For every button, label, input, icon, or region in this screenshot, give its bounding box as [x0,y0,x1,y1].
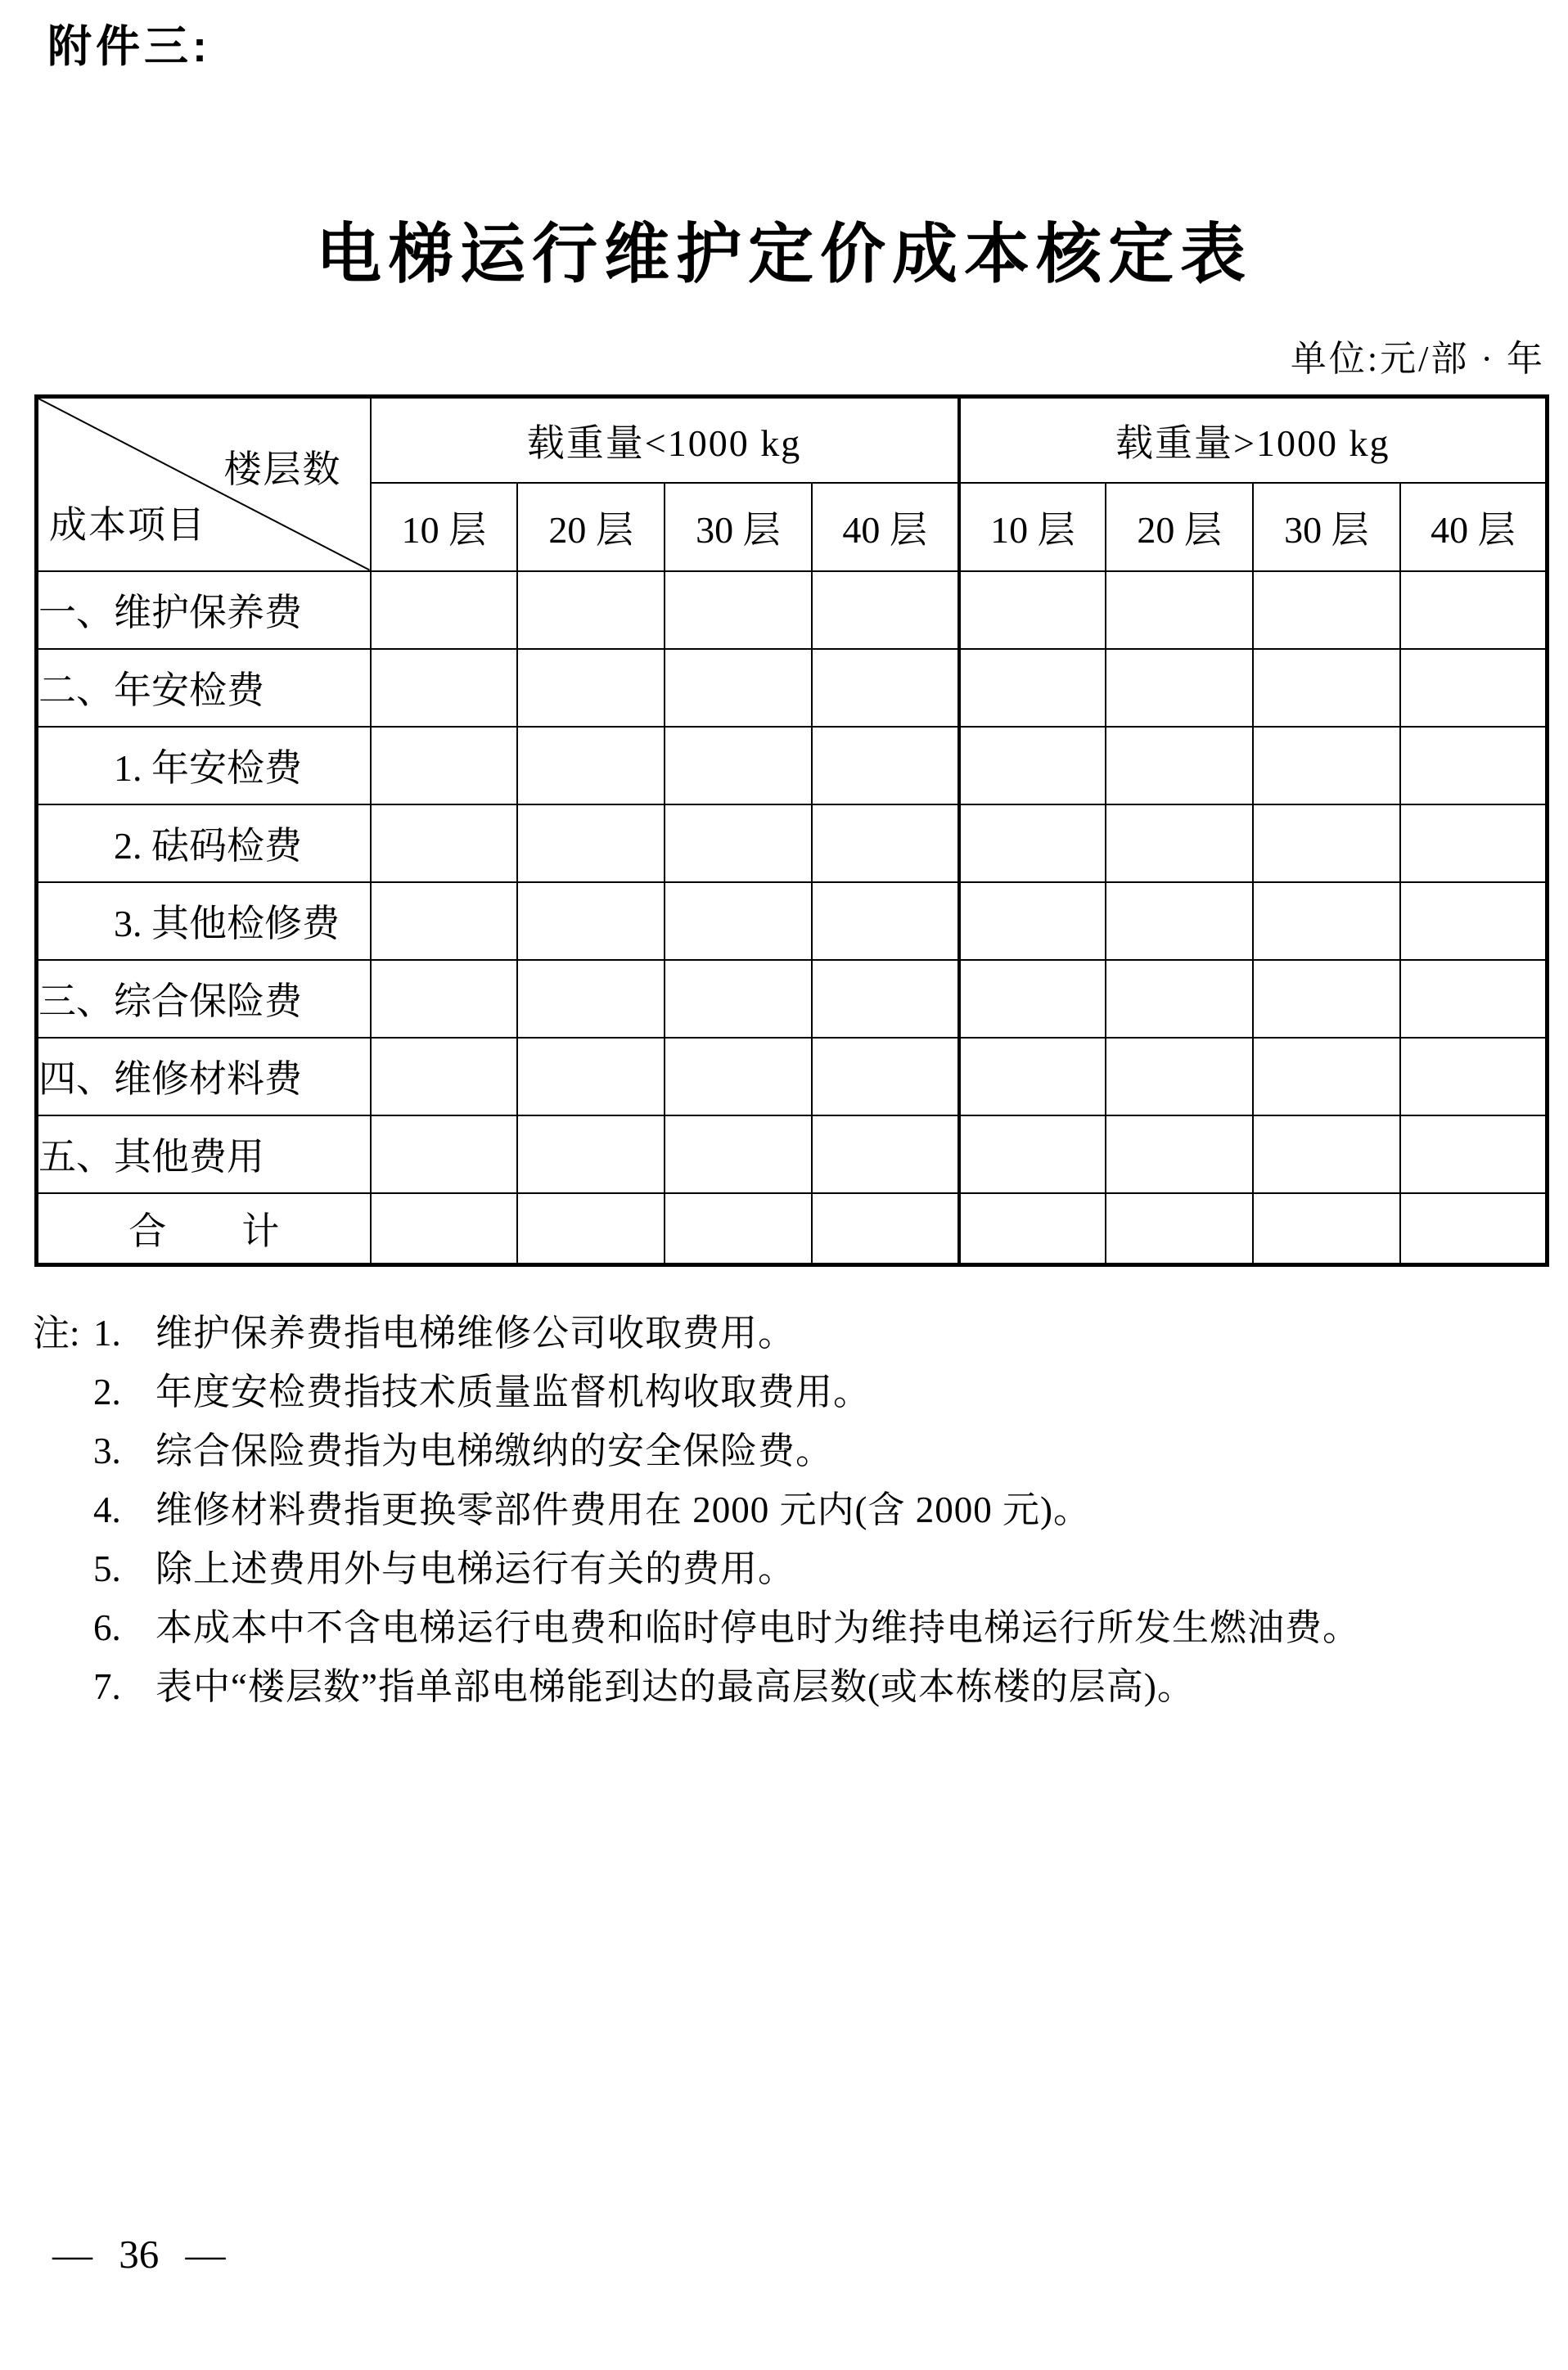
note-text: 综合保险费指为电梯缴纳的安全保险费。 [155,1431,834,1471]
value-cell [1253,1038,1400,1115]
value-cell [1253,727,1400,804]
value-cell [1106,882,1253,960]
note-number: 6. [93,1607,121,1648]
note-line [33,1480,1560,1539]
note-line [33,1539,1560,1597]
value-cell [1253,571,1400,649]
floor-header-cell: 40 层 [1400,483,1548,571]
value-cell [1400,804,1548,882]
value-cell [812,571,959,649]
value-cell [1106,804,1253,882]
value-cell [517,1115,665,1193]
value-cell [812,882,959,960]
floor-header-cell: 20 层 [1106,483,1253,571]
value-cell [1400,727,1548,804]
value-cell [1106,571,1253,649]
note-text: 本成本中不含电梯运行电费和临时停电时为维持电梯运行所发生燃油费。 [155,1607,1361,1648]
note-line [33,1656,1560,1715]
table-body [37,571,1548,1265]
value-cell [517,882,665,960]
table-row [37,727,1548,804]
group-header-row [37,397,1548,483]
value-cell [1253,649,1400,727]
value-cell [517,804,665,882]
value-cell [1400,649,1548,727]
value-cell [1400,571,1548,649]
value-cell [959,804,1106,882]
value-cell [959,727,1106,804]
row-label: 二、年安检费 [37,649,371,727]
table-row [37,571,1548,649]
table-row [37,960,1548,1038]
note-line [33,1421,1560,1480]
value-cell [959,649,1106,727]
note-prefix: 注: [33,1313,80,1354]
value-cell [371,882,518,960]
note-line [33,1362,1560,1421]
value-cell [517,649,665,727]
value-cell [517,1193,665,1265]
note-number: 5. [93,1548,121,1589]
row-label: 五、其他费用 [37,1115,371,1193]
cost-table [34,394,1549,1267]
value-cell [1253,882,1400,960]
value-cell [959,960,1106,1038]
note-number: 3. [93,1431,121,1471]
value-cell [812,727,959,804]
value-cell [1253,804,1400,882]
note-text: 维护保养费指电梯维修公司收取费用。 [155,1313,796,1354]
value-cell [959,571,1106,649]
row-label: 三、综合保险费 [37,960,371,1038]
note-text: 维修材料费指更换零部件费用在 2000 元内(含 2000 元)。 [155,1489,1091,1530]
value-cell [665,1038,812,1115]
floor-header-cell: 40 层 [812,483,959,571]
value-cell [371,1038,518,1115]
value-cell [1253,1193,1400,1265]
value-cell [812,960,959,1038]
value-cell [812,804,959,882]
value-cell [1400,882,1548,960]
value-cell [665,804,812,882]
value-cell [812,1038,959,1115]
group-header-gt1000: 载重量>1000 kg [959,397,1548,483]
floor-header-cell: 30 层 [665,483,812,571]
attachment-label: 附件三: [47,22,211,71]
table-row [37,649,1548,727]
note-number: 1. [93,1313,121,1354]
note-text: 除上述费用外与电梯运行有关的费用。 [155,1548,796,1589]
row-label: 合 计 [37,1193,371,1265]
group-header-lt1000: 载重量<1000 kg [371,397,959,483]
floor-header-cell: 30 层 [1253,483,1400,571]
note-text: 年度安检费指技术质量监督机构收取费用。 [155,1372,872,1413]
value-cell [812,1115,959,1193]
table-row [37,804,1548,882]
value-cell [959,1038,1106,1115]
value-cell [517,571,665,649]
unit-label: 单位:元/部 · 年 [1290,339,1545,379]
value-cell [517,1038,665,1115]
page-number: — 36 — [52,2232,226,2277]
value-cell [1400,960,1548,1038]
value-cell [1106,727,1253,804]
corner-cell [37,397,371,571]
value-cell [665,882,812,960]
value-cell [371,727,518,804]
value-cell [959,1115,1106,1193]
value-cell [371,804,518,882]
row-label: 2. 砝码检费 [37,804,371,882]
corner-label-floors: 楼层数 [223,448,342,490]
value-cell [1106,1193,1253,1265]
page-title: 电梯运行维护定价成本核定表 [316,219,1252,291]
value-cell [1253,1115,1400,1193]
value-cell [371,960,518,1038]
floor-header-cell: 20 层 [517,483,665,571]
value-cell [1400,1115,1548,1193]
value-cell [665,960,812,1038]
row-label: 3. 其他检修费 [37,882,371,960]
value-cell [1253,960,1400,1038]
value-cell [371,649,518,727]
floor-header-cell: 10 层 [371,483,518,571]
value-cell [665,571,812,649]
value-cell [1400,1193,1548,1265]
value-cell [665,649,812,727]
value-cell [371,571,518,649]
table-row [37,1115,1548,1193]
value-cell [1106,649,1253,727]
value-cell [959,1193,1106,1265]
table-row [37,882,1548,960]
value-cell [1106,1115,1253,1193]
value-cell [665,727,812,804]
row-label: 1. 年安检费 [37,727,371,804]
note-line [33,1303,1560,1362]
table-row [37,1038,1548,1115]
note-number: 7. [93,1666,121,1707]
corner-label-cost-items: 成本项目 [49,503,206,546]
value-cell [665,1193,812,1265]
note-text: 表中“楼层数”指单部电梯能到达的最高层数(或本栋楼的层高)。 [155,1666,1195,1707]
floor-header-cell: 10 层 [959,483,1106,571]
value-cell [812,649,959,727]
note-line [33,1597,1560,1656]
value-cell [371,1193,518,1265]
note-number: 4. [93,1489,121,1530]
value-cell [1400,1038,1548,1115]
row-label: 四、维修材料费 [37,1038,371,1115]
value-cell [959,882,1106,960]
row-label: 一、维护保养费 [37,571,371,649]
value-cell [665,1115,812,1193]
value-cell [517,727,665,804]
table-row [37,1193,1548,1265]
note-number: 2. [93,1372,121,1413]
value-cell [517,960,665,1038]
value-cell [371,1115,518,1193]
value-cell [1106,960,1253,1038]
value-cell [812,1193,959,1265]
value-cell [1106,1038,1253,1115]
notes [33,1303,1560,1715]
